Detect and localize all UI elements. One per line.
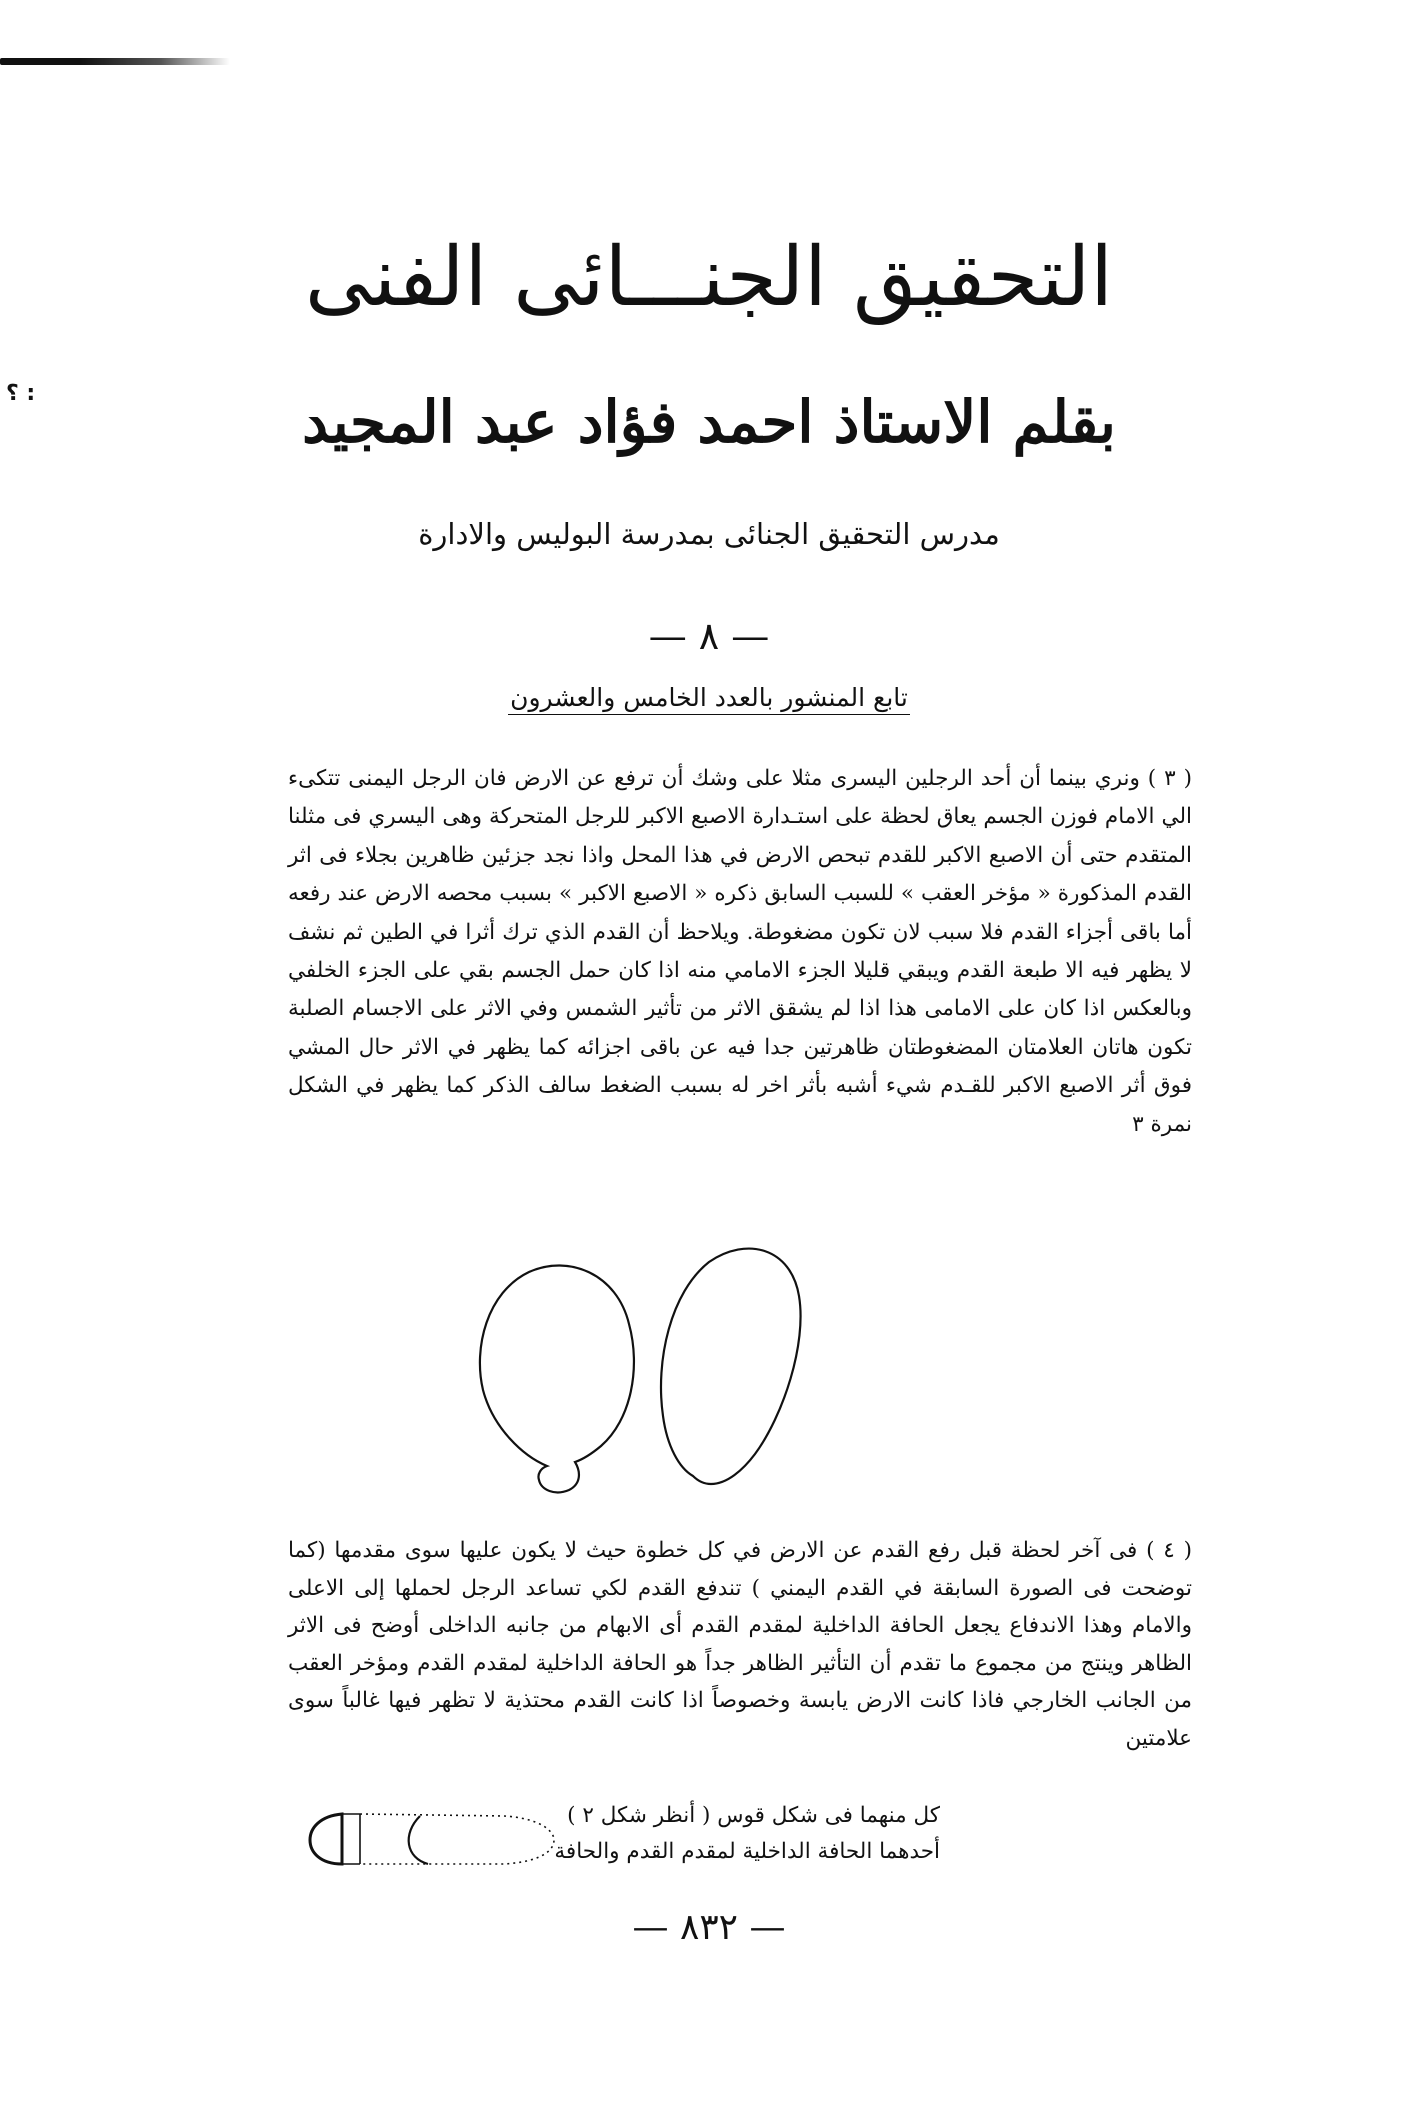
heel-arc — [310, 1814, 342, 1864]
part-number: — ٨ — — [648, 614, 770, 658]
article-title: التحقيق الجنـــائى الفنى — [304, 230, 1114, 325]
figure-2-caption-line-1: كل منهما فى شكل قوس ( أنظر شكل ٢ ) — [567, 1803, 940, 1828]
figure-2-caption-line-2: أحدهما الحافة الداخلية لمقدم القدم والحافة — [554, 1839, 940, 1864]
sole-dotted-outline — [360, 1814, 554, 1864]
footprint-outline-left — [480, 1265, 634, 1492]
author-byline: بقلم الاستاذ احمد فؤاد عبد المجيد — [302, 388, 1116, 456]
toe-arc — [409, 1816, 428, 1864]
figure-3-footprints — [465, 1240, 885, 1520]
figure-2-shoe-sketch — [308, 1808, 558, 1870]
footprint-outline-right — [661, 1249, 801, 1484]
paragraph-4: ( ٤ ) فى آخر لحظة قبل رفع القدم عن الارض في كل خطوة حيث لا يكون عليها سوى مقدمها (كما توضحت فى الصورة السابقة في القدم اليمني ) تندفع القدم لكي تساعد الرجل لحملها إلى الاعلى والامام وهذا الاندفاع يجعل الحافة الداخلية لمقدم القدم أى الابهام من جانبه الداخلى أوضح فى الاثر الظاهر وينتج من مجموع ما تقدم أن التأثير الظاهر جداً هو الحافة الداخلية لمقدم القدم ومؤخر العقب من الجانب الخارجي فاذا كانت الارض يابسة وخصوصاً اذا كانت القدم محتذية لا تظهر فيها غالباً سوى علامتين — [288, 1538, 1192, 1751]
continuation-note — [0, 680, 1418, 716]
continuation-note-text: تابع المنشور بالعدد الخامس والعشرون — [508, 683, 910, 715]
author-role: مدرس التحقيق الجنائى بمدرسة البوليس والادارة — [418, 517, 1000, 551]
page-number: — ٨٣٢ — — [632, 1907, 786, 1948]
scan-edge-mark — [0, 58, 230, 65]
margin-mark: ؟ : — [6, 381, 36, 406]
paragraph-3: ( ٣ ) ونري بينما أن أحد الرجلين اليسرى مثلا على وشك أن ترفع عن الارض فان الرجل اليمنى تتكىء الي الامام فوزن الجسم يعاق لحظة على استـدارة الاصبع الاكبر للرجل المتحركة وهى اليسري فى مثلنا المتقدم حتى أن الاصبع الاكبر للقدم تبحص الارض في هذا المحل واذا نجد جزئين ظاهرين بجلاء فى اثر القدم المذكورة « مؤخر العقب » للسبب السابق ذكره « الاصبع الاكبر » بسبب محصه الارض عند رفعه أما باقى أجزاء القدم فلا سبب لان تكون مضغوطة. ويلاحظ أن القدم الذي ترك أثرا في الطين ثم نشف لا يظهر فيه الا طبعة القدم ويبقي قليلا الجزء الامامي منه اذا كان حمل الجسم بقي على الجزء الخلفي وبالعكس اذا كان على الامامى هذا اذا لم يشقق الاثر من تأثير الشمس وفي الاثر على الاجسام الصلبة تكون هاتان العلامتان المضغوطتان ظاهرتين جدا فيه عن باقى اجزائه كما يظهر في الاثر حال المشي فوق أثر الاصبع الاكبر للقـدم شيء أشبه بأثر اخر له بسبب الضغط سالف الذكر كما يظهر في الشكل نمرة ٣ — [288, 766, 1192, 1137]
